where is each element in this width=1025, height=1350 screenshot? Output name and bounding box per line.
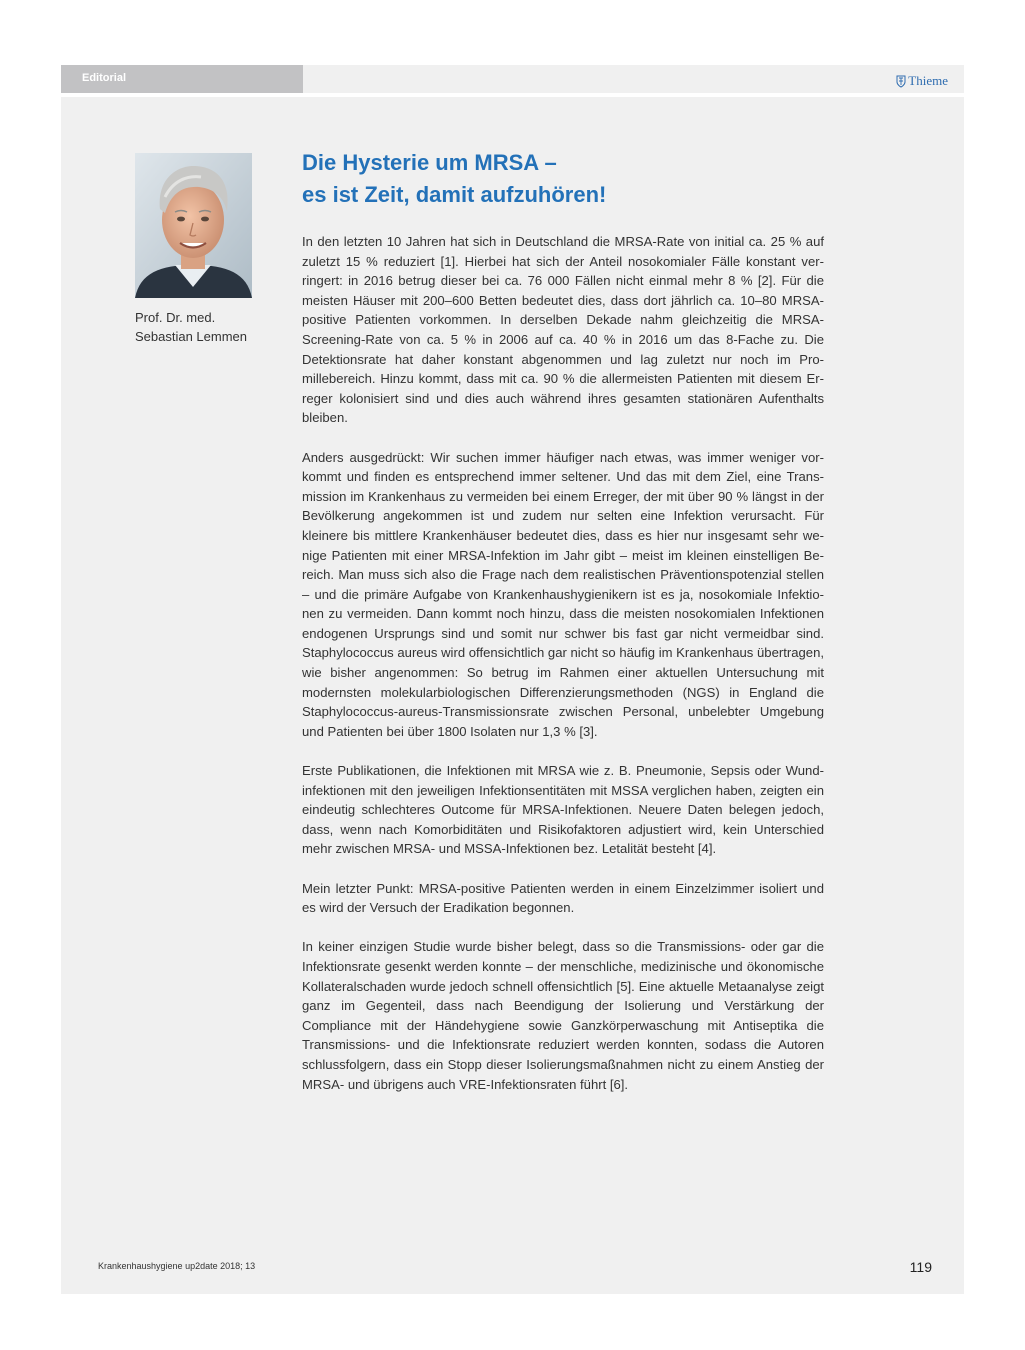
author-caption [135, 308, 295, 346]
section-label: Editorial [61, 65, 303, 93]
thieme-emblem-icon [896, 75, 906, 88]
article-paragraph: In den letzten 10 Jahren hat sich in Deutschland die MRSA-Rate von initial ca. 25 % auf zuletzt 15 % reduziert [1]. Hierbei hat sich der Anteil nosokomialer Fälle konstant verringert: in 2016 betrug dieser bei ca. 76 000 Fällen nicht einmal mehr 8 % [2]. Für die meisten Häuser mit 200–600 Betten bedeutet dies, dass dort jährlich ca. 10–80 MRSA-positive Patienten vorkommen. In derselben Dekade nahm gleichzeitig die MRSA-Screening-Rate von ca. 5 % in 2006 auf ca. 40 % in 2016 um das 8-Fache zu. Die Detektionsrate hat daher konstant abgenommen und lag zuletzt nur noch im Promillebereich. Hinzu kommt, dass mit ca. 90 % die allermeisten Patienten mit diesem Erreger kolonisiert sind und dies auch während ihres gesamten stationären Aufenthalts bleiben. [302, 234, 824, 426]
page-number: 119 [909, 1259, 932, 1275]
article-title-line-2: es ist Zeit, damit aufzuhören! [302, 182, 607, 207]
publisher-name: Thieme [908, 73, 948, 88]
article-paragraph: Erste Publikationen, die Infektionen mit MRSA wie z. B. Pneumonie, Sepsis oder Wundinfektionen mit den jeweiligen Infektionsentitäten mit MSSA verglichen haben, zeigten ein eindeutig schlechteres Outcome für MRSA-Infektionen. Neuere Daten belegen jedoch, dass, wenn nach Komorbiditäten und Risikofaktoren adjustiert wird, kein Unterschied mehr zwischen MRSA- und MSSA-Infektionen bez. Letalität besteht [4]. [302, 763, 824, 857]
article-paragraph: In keiner einzigen Studie wurde bisher belegt, dass so die Transmissions- oder gar die Infektionsrate gesenkt werden konnte – der menschliche, medizinische und ökonomische Kollateralschaden wurde jedoch schnell offensichtlich [5]. Eine aktuelle Metaanalyse zeigt ganz im Gegenteil, dass nach Beendigung der Isolierung und Verstärkung der Compliance mit der Händehygiene sowie Ganzkörperwaschung mit Antiseptika die Transmissions- und die Infektionsrate reduziert werden konnten, sodass die Autoren schlussfolgern, dass ein Stopp dieser Isolierungsmaßnahmen nicht zu einem Anstieg der MRSA- und übrigens auch VRE-Infektionsraten führt [6]. [302, 939, 824, 1092]
article-paragraph: Mein letzter Punkt: MRSA-positive Patienten werden in einem Einzelzimmer isoliert und es wird der Versuch der Eradikation begonnen. [302, 880, 824, 916]
author-portrait [135, 153, 252, 298]
page-panel [61, 97, 964, 1294]
article-title [302, 147, 862, 211]
footer-journal-reference: Krankenhaushygiene up2date 2018; 13 [98, 1261, 256, 1271]
article-body [302, 232, 824, 1114]
author-title: Prof. Dr. med. [135, 310, 216, 325]
publisher-logo [896, 73, 948, 89]
header-bar [61, 65, 964, 93]
article-title-line-1: Die Hysterie um MRSA – [302, 150, 557, 175]
article-paragraph: Anders ausgedrückt: Wir suchen immer häufiger nach etwas, was immer weniger vorkommt und finden es entsprechend immer seltener. Und das mit dem Ziel, eine Transmission im Krankenhaus zu vermeiden bei einem Erreger, der mit über 90 % längst in der Bevölkerung angekommen ist und zudem nur selten eine Infektion verursacht. Für kleinere bis mittlere Krankenhäuser bedeutet dies, dass es hier nur insgesamt sehr wenige Patienten mit einer MRSA-Infektion im Jahr gibt – meist im kleinen einstelligen Bereich. Man muss sich also die Frage nach dem realistischen Präventionspotenzial stellen – und die primäre Aufgabe von Krankenhaushygienikern ist es ja, nosokomiale Infektionen zu vermeiden. Dann kommt noch hinzu, dass die meisten nosokomialen Infektionen endogenen Ursprungs sind und somit nur schwer bis fast gar nicht vermeidbar sind. Staphylococcus aureus wird offensichtlich gar nicht so häufig im Krankenhaus übertragen, wie bisher angenommen: So betrug im Rahmen einer aktuellen Untersuchung mit modernsten molekularbiologischen Differenzierungsmethoden (NGS) in England die Staphylococcus-aureus-Transmissionsrate zwischen Personal, unbelebter Umgebung und Patienten bei über 1800 Isolaten nur 1,3 % [3]. [302, 449, 824, 739]
author-photo-image [135, 153, 252, 298]
author-name: Sebastian Lemmen [135, 329, 248, 344]
